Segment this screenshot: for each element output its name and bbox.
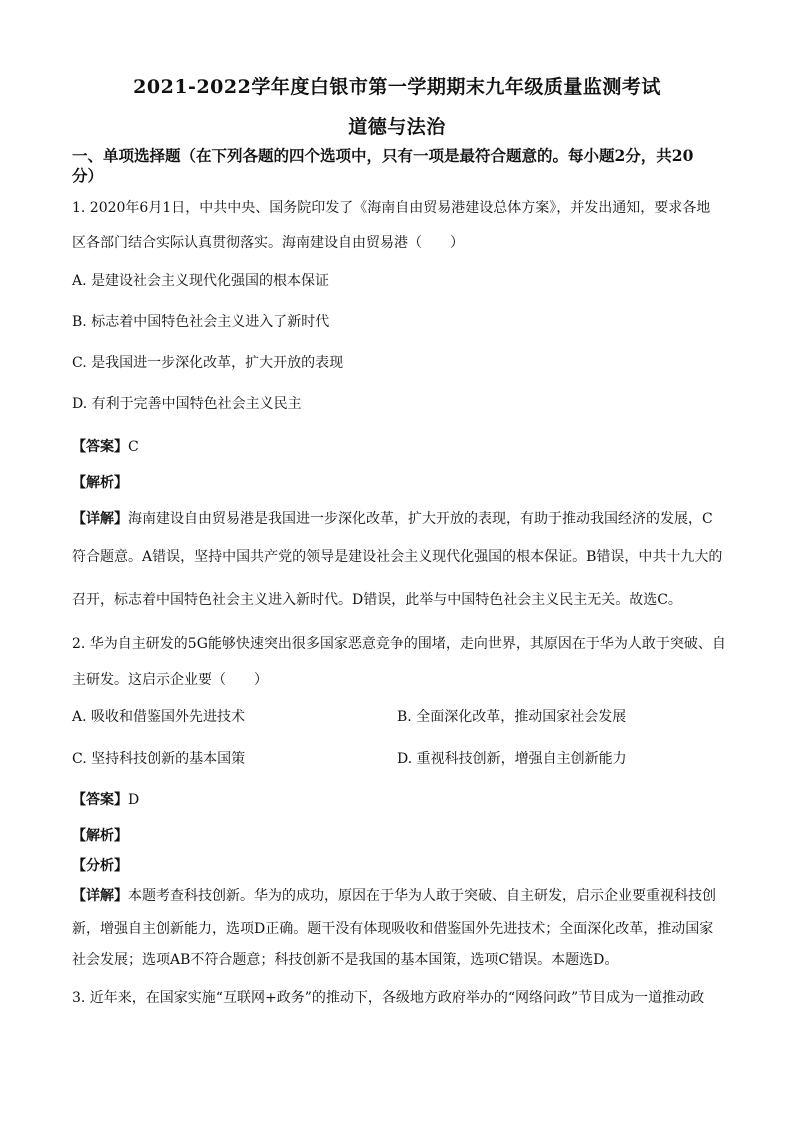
q1-option-c: C. 是我国进一步深化改革，扩大开放的表现 (72, 355, 344, 371)
q2-option-b: B. 全面深化改革，推动国家社会发展 (397, 709, 627, 725)
document-title: 2021-2022学年度白银市第一学期期末九年级质量监测考试 (133, 76, 661, 98)
q2-option-c: C. 坚持科技创新的基本国策 (72, 751, 246, 767)
q2-detail-line2: 新，增强自主创新能力，选项D正确。题干没有体现吸收和借鉴国外先进技术；全面深化改革，推动国家 (72, 921, 714, 937)
q3-stem-line1: 3. 近年来，在国家实施“互联网+政务”的推动下，各级地方政府举办的“网络问政”节目成为一道推动政 (72, 990, 705, 1006)
q1-answer (72, 437, 732, 457)
q1-option-a: A. 是建设社会主义现代化强国的根本保证 (72, 273, 330, 289)
q2-detail-line3: 社会发展；选项AB不符合题意；科技创新不是我国的基本国策，选项C错误。本题选D。 (72, 952, 619, 968)
q1-answer-value: C (128, 439, 139, 455)
q2-detail-line1 (72, 886, 732, 906)
q1-detail-label: 【详解】 (72, 511, 128, 527)
q2-stem-line1: 2. 华为自主研发的5G能够快速突出很多国家恶意竞争的围堵，走向世界，其原因在于华为人敢于突破、自 (72, 636, 726, 652)
q1-detail-text1: 海南建设自由贸易港是我国进一步深化改革，扩大开放的表现，有助于推动我国经济的发展，C (128, 511, 713, 527)
q1-stem-line1: 1. 2020年6月1日，中共中央、国务院印发了《海南自由贸易港建设总体方案》，并发出通知，要求各地 (72, 200, 711, 216)
q1-stem-line2: 区各部门结合实际认真贯彻落实。海南建设自由贸易港（ ） (72, 235, 464, 251)
q1-option-d: D. 有利于完善中国特色社会主义民主 (72, 396, 302, 412)
subject-title: 道德与法治 (348, 116, 446, 138)
q2-detail-text1: 本题考查科技创新。华为的成功，原因在于华为人敢于突破、自主研发，启示企业要重视科技创 (128, 888, 716, 904)
q2-answer-label: 【答案】 (72, 792, 128, 808)
q2-answer (72, 790, 732, 810)
q2-answer-value: D (128, 792, 140, 808)
q1-answer-label: 【答案】 (72, 439, 128, 455)
q2-detail-label: 【详解】 (72, 888, 128, 904)
q1-detail-line2: 符合题意。A错误，坚持中国共产党的领导是建设社会主义现代化强国的根本保证。B错误，中共十九大的 (72, 549, 723, 565)
q1-analysis-label: 【解析】 (72, 475, 128, 491)
q2-option-d: D. 重视科技创新，增强自主创新能力 (397, 751, 627, 767)
q2-analysis-label: 【解析】 (72, 828, 128, 844)
q2-fenxi-label: 【分析】 (72, 858, 128, 874)
section-heading-line2: 分） (72, 166, 104, 185)
q1-detail-line1 (72, 509, 732, 529)
q1-option-b: B. 标志着中国特色社会主义进入了新时代 (72, 314, 330, 330)
section-heading-line1: 一、单项选择题（在下列各题的四个选项中，只有一项是最符合题意的。每小题2分，共20 (72, 146, 694, 165)
q2-stem-line2: 主研发。这启示企业要（ ） (72, 672, 268, 688)
q1-detail-line3: 召开，标志着中国特色社会主义进入新时代。D错误，此举与中国特色社会主义民主无关。故选C。 (72, 592, 682, 608)
q2-option-a: A. 吸收和借鉴国外先进技术 (72, 709, 246, 725)
